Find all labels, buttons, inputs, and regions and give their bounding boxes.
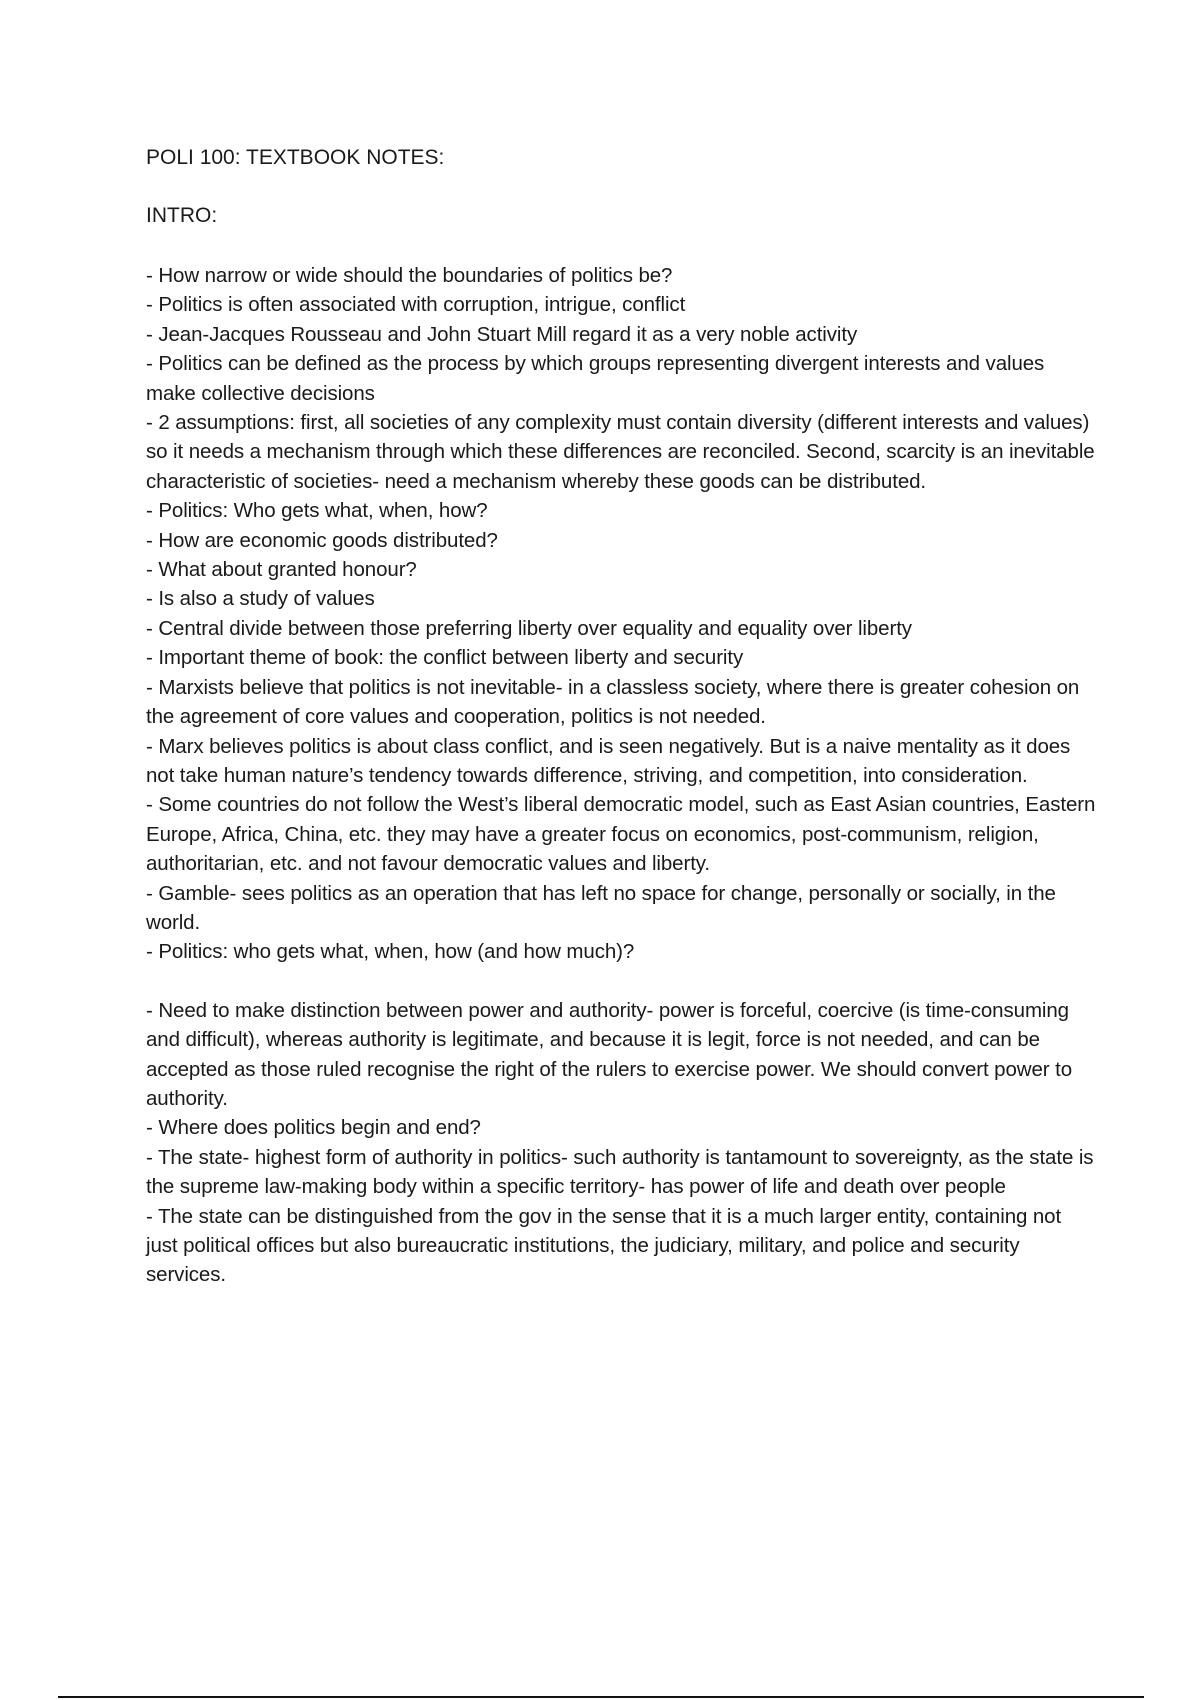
note-line: - Central divide between those preferring liberty over equality and equality over liberty	[146, 616, 912, 640]
note-line: - How narrow or wide should the boundaries of politics be?	[146, 264, 673, 287]
note-line: - Important theme of book: the conflict between liberty and security	[146, 646, 744, 670]
note-line: - Marx believes politics is about class conflict, and is seen negatively. But is a naive mentality as it does not take human nature’s tendency towards difference, striving, and competition, into consideration.	[146, 734, 1071, 787]
note-line: - The state- highest form of authority in politics- such authority is tantamount to sovereignty, as the state is the supreme law-making body within a specific territory- has power of life and death over people	[146, 1145, 1094, 1199]
note-line: - Marxists believe that politics is not inevitable- in a classless society, where there is greater cohesion on the agreement of core values and cooperation, politics is not needed.	[146, 675, 1080, 729]
note-line: - Is also a study of values	[146, 587, 375, 611]
note-line: - What about granted honour?	[146, 558, 417, 582]
note-line: - Jean-Jacques Rousseau and John Stuart Mill regard it as a very noble activity	[146, 322, 858, 346]
note-line: - Some countries do not follow the West’s liberal democratic model, such as East Asian countries, Eastern Europe, Africa, China, etc. they may have a greater focus on economics, post-communism, religion, authoritarian, etc. and not favour democratic values and liberty.	[146, 793, 1096, 876]
note-line: - The state can be distinguished from the gov in the sense that it is a much larger entity, containing not just political offices but also bureaucratic institutions, the judiciary, military, and police and security services.	[146, 1204, 1062, 1287]
section-heading-intro: INTRO:	[146, 204, 218, 227]
note-line: - Politics: Who gets what, when, how?	[146, 499, 488, 523]
document-title: POLI 100: TEXTBOOK NOTES:	[146, 146, 445, 169]
note-line: - How are economic goods distributed?	[146, 528, 498, 552]
note-line: - Politics can be defined as the process by which groups representing divergent interests and values make collective decisions	[146, 352, 1045, 405]
note-line: - Need to make distinction between power and authority- power is forceful, coercive (is time-consuming and difficult), whereas authority is legitimate, and because it is legit, force is not needed, and can be accepted as those ruled recognise the right of the rulers to exercise power. We should convert power to authority.	[146, 998, 1073, 1110]
note-line: - Where does politics begin and end?	[146, 1116, 481, 1140]
note-line: - Politics: who gets what, when, how (and how much)?	[146, 940, 635, 964]
paragraph-gap	[146, 967, 1096, 996]
notes-block-2	[146, 996, 1096, 1290]
notes-block-1	[146, 261, 1096, 967]
note-line: - Gamble- sees politics as an operation that has left no space for change, personally or socially, in the world.	[146, 881, 1056, 934]
page-bottom-divider	[58, 1696, 1144, 1698]
document-page	[146, 143, 1096, 1290]
note-line: - Politics is often associated with corruption, intrigue, conflict	[146, 293, 686, 317]
note-line: - 2 assumptions: first, all societies of any complexity must contain diversity (different interests and values) so it needs a mechanism through which these differences are reconciled. Second, scarcity is an inevitable characteristic of societies- need a mechanism whereby these goods can be distributed.	[146, 411, 1095, 493]
